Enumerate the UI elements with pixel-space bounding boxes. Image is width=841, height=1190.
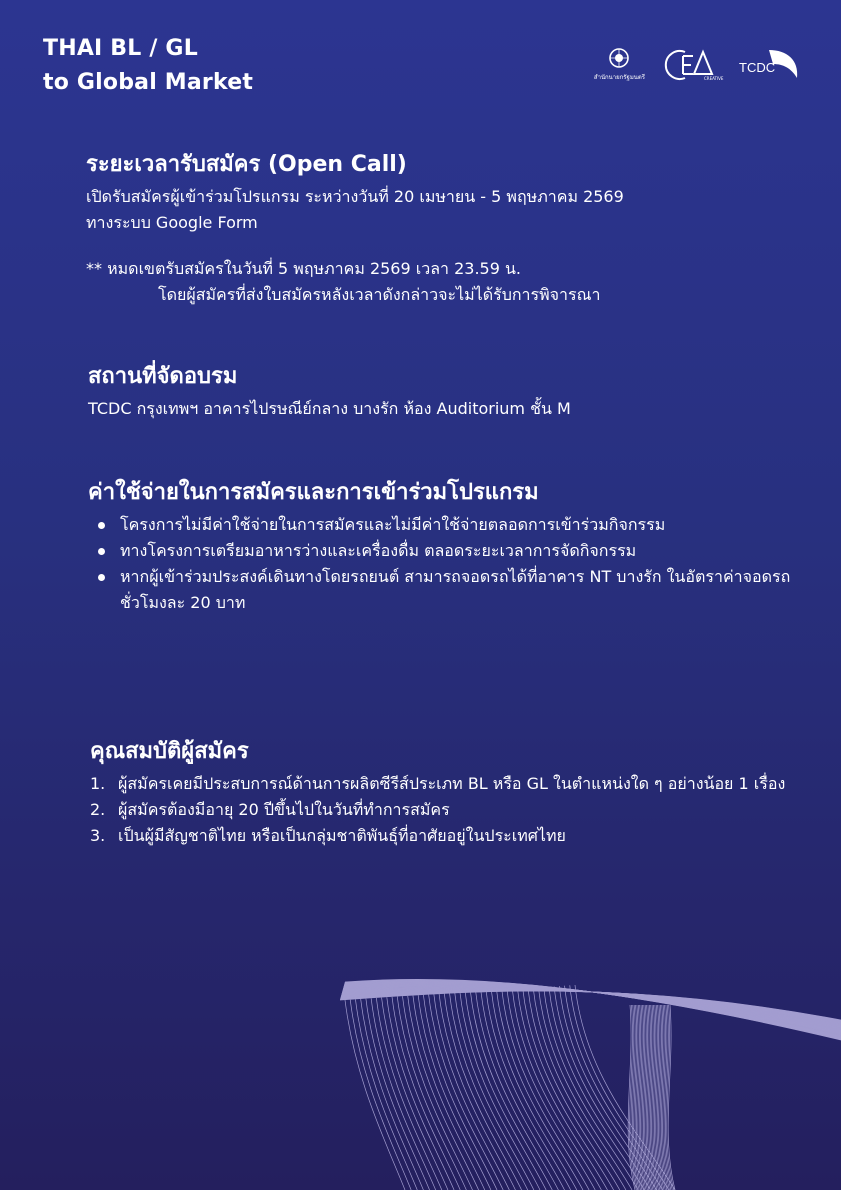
wave-line: [345, 1000, 405, 1190]
svg-text:CREATIVE: CREATIVE: [704, 76, 724, 81]
tcdc-logo: [739, 48, 801, 82]
seal-caption: สำนักนายกรัฐมนตรี: [593, 74, 645, 81]
item-number: 1.: [90, 774, 106, 793]
svg-text:TCDC: TCDC: [739, 60, 776, 75]
deadline-note: ** หมดเขตรับสมัครในวันที่ 5 พฤษภาคม 2569 เวลา 23.59 น.: [86, 259, 521, 278]
wave-line: [408, 996, 479, 1190]
seal-icon: [606, 48, 632, 70]
list-item: ทางโครงการเตรียมอาหารว่างและเครื่องดื่ม ตลอดระยะเวลาการจัดกิจกรรม: [88, 538, 801, 564]
wave-line: [544, 987, 639, 1190]
qualifications-heading: คุณสมบัติผู้สมัคร: [90, 739, 249, 764]
list-item: [90, 797, 801, 823]
government-seal-logo: [594, 48, 645, 82]
wave-line: [668, 1005, 675, 1190]
list-item: หากผู้เข้าร่วมประสงค์เดินทางโดยรถยนต์ สามารถจอดรถได้ที่อาคาร NT บางรัก ในอัตราค่าจอดรถ ชั่วโมงละ 20 บาท: [88, 564, 801, 616]
brand-title-line2: to Global Market: [43, 70, 254, 95]
venue-heading: สถานที่จัดอบรม: [88, 364, 238, 389]
wave-line: [413, 996, 485, 1190]
costs-list: [88, 512, 801, 616]
item-text: เป็นผู้มีสัญชาติไทย หรือเป็นกลุ่มชาติพันธุ์ที่อาศัยอยู่ในประเทศไทย: [118, 826, 566, 845]
wave-line: [470, 992, 552, 1190]
item-number: 2.: [90, 800, 106, 819]
venue-text: TCDC กรุงเทพฯ อาคารไปรษณีย์กลาง บางรัก ห้อง Auditorium ชั้น M: [88, 399, 571, 418]
qualifications-list: [90, 771, 801, 849]
deadline-note-detail: โดยผู้สมัครที่ส่งใบสมัครหลังเวลาดังกล่าวจะไม่ได้รับการพิจารณา: [158, 285, 601, 304]
wave-line: [538, 987, 632, 1190]
wave-line: [397, 997, 466, 1190]
brand-title: [43, 32, 253, 100]
decorative-wave-lines: [330, 960, 841, 1190]
wave-line: [403, 996, 473, 1190]
list-item: [90, 771, 801, 797]
venue-section: [88, 362, 801, 422]
cea-icon: [663, 46, 724, 84]
item-text: ผู้สมัครต้องมีอายุ 20 ปีขึ้นไปในวันที่ทำการสมัคร: [118, 800, 450, 819]
tcdc-icon: [739, 48, 801, 82]
list-item: โครงการไม่มีค่าใช้จ่ายในการสมัครและไม่มีค่าใช้จ่ายตลอดการเข้าร่วมกิจกรรม: [88, 512, 801, 538]
wave-line: [366, 999, 430, 1190]
open-call-line1: เปิดรับสมัครผู้เข้าร่วมโปรแกรม ระหว่างวันที่ 20 เมษายน - 5 พฤษภาคม 2569: [86, 187, 624, 206]
qualifications-section: [90, 737, 801, 849]
cea-logo: [663, 46, 724, 84]
open-call-section: [86, 150, 801, 308]
item-text: ผู้สมัครเคยมีประสบการณ์ด้านการผลิตซีรีส์ประเภท BL หรือ GL ในตำแหน่งใด ๆ อย่างน้อย 1 เรื่อง: [118, 774, 786, 793]
item-number: 3.: [90, 826, 106, 845]
costs-section: [88, 478, 801, 616]
brand-title-line1: THAI BL / GL: [43, 36, 198, 61]
partner-logos: [594, 46, 801, 84]
costs-heading: ค่าใช้จ่ายในการสมัครและการเข้าร่วมโปรแกรม: [88, 480, 539, 505]
wave-line: [350, 1000, 411, 1190]
open-call-heading: ระยะเวลารับสมัคร (Open Call): [86, 152, 407, 177]
list-item: [90, 823, 801, 849]
open-call-line2: ทางระบบ Google Form: [86, 213, 258, 232]
wave-line: [523, 988, 614, 1190]
